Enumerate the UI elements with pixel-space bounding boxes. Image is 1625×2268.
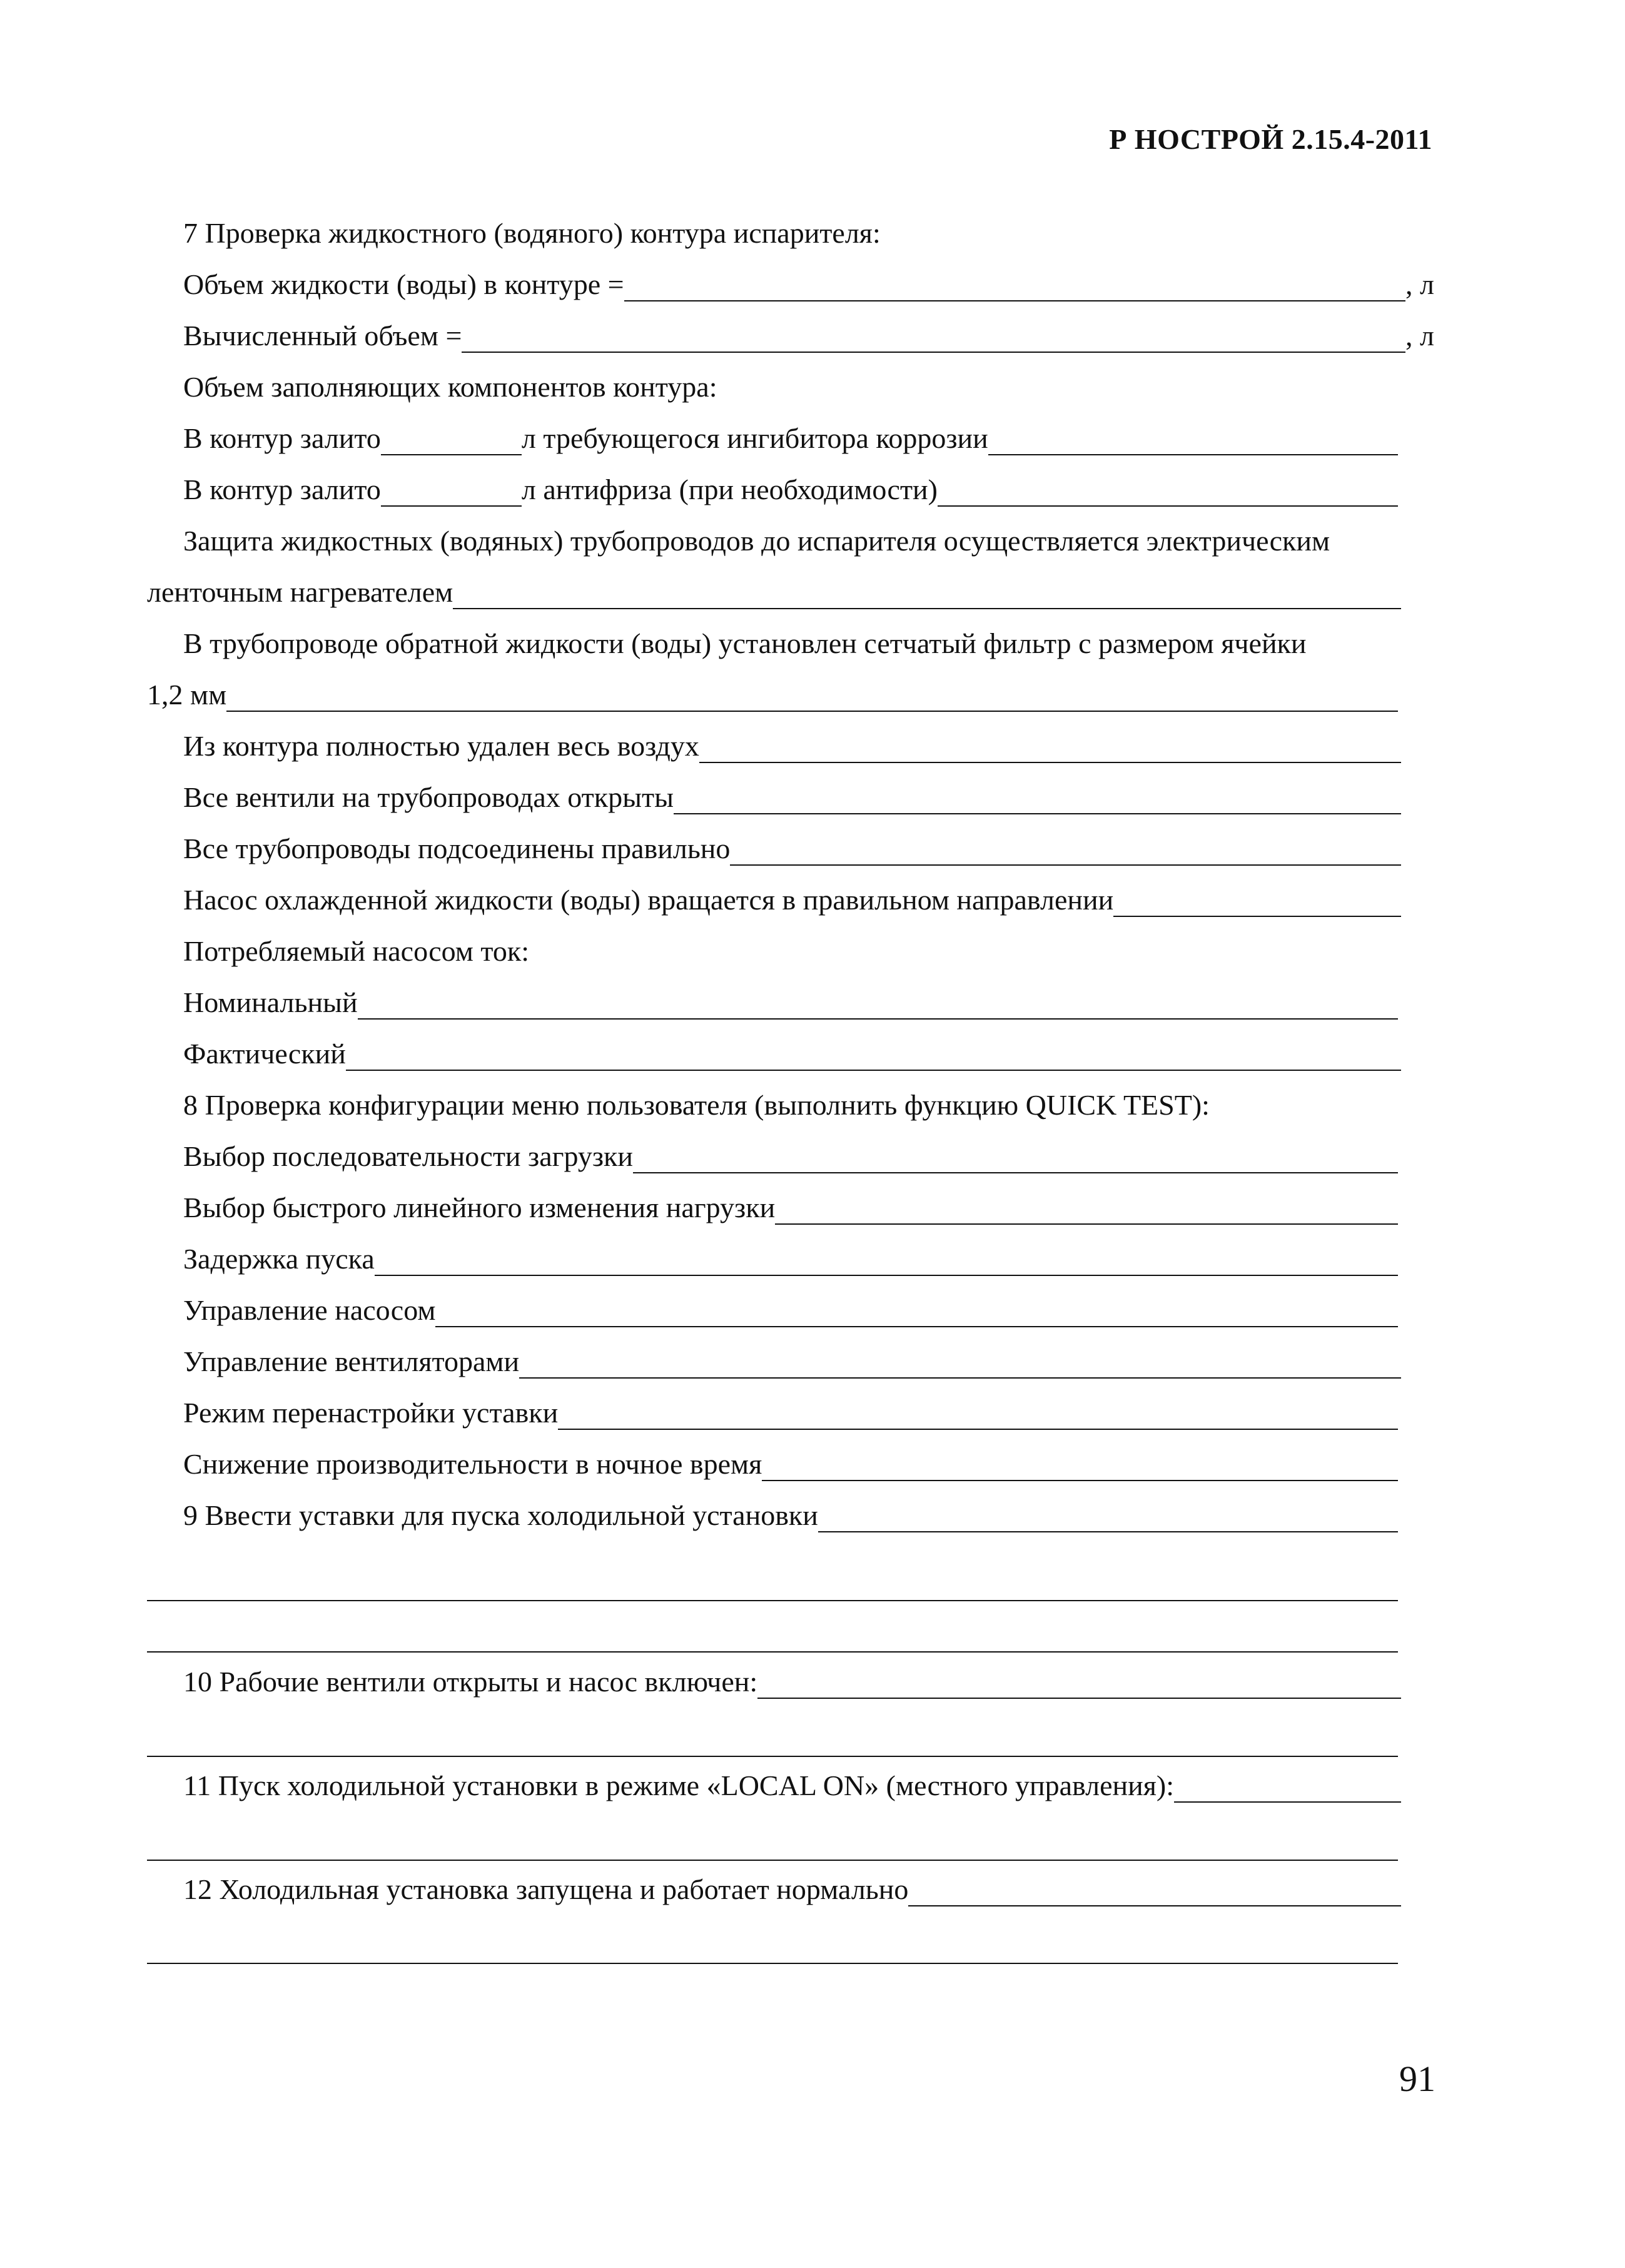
pipe-protection-field[interactable] <box>453 608 1401 609</box>
filter-line-1 <box>183 612 1307 664</box>
liquid-volume-unit: , л <box>1405 268 1434 300</box>
setpoint-reset-field[interactable] <box>558 1429 1398 1430</box>
valves-open-field[interactable] <box>674 813 1401 814</box>
section-12-field[interactable] <box>908 1905 1401 1906</box>
pump-direction-label: Насос охлажденной жидкости (воды) вращается в правильном направлении <box>183 884 1114 916</box>
section-12-label: 12 Холодильная установка запущена и работает нормально <box>183 1873 909 1905</box>
page-number: 91 <box>1399 2058 1435 2099</box>
fill-components-label: Объем заполняющих компонентов контура: <box>183 371 717 403</box>
section-7-title <box>183 201 881 254</box>
setpoint-reset-label: Режим перенастройки уставки <box>183 1397 559 1429</box>
pump-control-line <box>183 1278 1398 1331</box>
section-11-field[interactable] <box>1174 1801 1401 1803</box>
fast-ramp-line <box>183 1176 1398 1228</box>
antifreeze-label: л антифриза (при необходимости) <box>521 473 938 505</box>
section-10-line <box>183 1650 1401 1703</box>
calculated-volume-label: Вычисленный объем = <box>183 320 462 352</box>
inhibitor-field[interactable] <box>988 454 1398 455</box>
inhibitor-label: л требующегося ингибитора коррозии <box>521 422 988 454</box>
night-reduction-field[interactable] <box>762 1480 1398 1481</box>
section-12-extra-line[interactable] <box>147 1963 1398 1964</box>
pipe-protection-line-1 <box>183 509 1330 562</box>
antifreeze-field[interactable] <box>938 505 1398 507</box>
pump-current-label: Потребляемый насосом ток: <box>183 935 529 967</box>
pipe-protection-text-2: ленточным нагревателем <box>147 576 453 608</box>
calculated-volume-line <box>183 304 1434 357</box>
section-11-line <box>183 1754 1401 1806</box>
pipes-connected-line <box>183 817 1401 869</box>
section-7-title-text: 7 Проверка жидкостного (водяного) контура испарителя: <box>183 217 881 249</box>
load-sequence-line <box>183 1125 1398 1177</box>
valves-open-line <box>183 766 1401 818</box>
air-removed-field[interactable] <box>699 762 1401 763</box>
inhibitor-prefix: В контур залито <box>183 422 381 454</box>
filter-line-2 <box>147 663 1398 716</box>
section-12-line <box>183 1858 1401 1910</box>
section-9-field[interactable] <box>818 1531 1398 1532</box>
section-9-line <box>183 1484 1398 1536</box>
load-sequence-field[interactable] <box>633 1172 1398 1173</box>
start-delay-label: Задержка пуска <box>183 1243 375 1275</box>
pump-control-label: Управление насосом <box>183 1294 436 1326</box>
fan-control-label: Управление вентиляторами <box>183 1345 520 1377</box>
start-delay-line <box>183 1227 1398 1280</box>
pipes-connected-field[interactable] <box>730 864 1401 866</box>
air-removed-line <box>183 714 1401 767</box>
fan-control-field[interactable] <box>519 1377 1401 1379</box>
antifreeze-line <box>183 458 1398 510</box>
section-8-title <box>183 1073 1210 1126</box>
air-removed-label: Из контура полностью удален весь воздух <box>183 730 699 762</box>
pipes-connected-label: Все трубопроводы подсоединены правильно <box>183 833 731 864</box>
filter-text-1: В трубопроводе обратной жидкости (воды) установлен сетчатый фильтр с размером ячейки <box>183 627 1307 659</box>
inhibitor-line <box>183 407 1398 459</box>
fill-components-line <box>183 355 717 408</box>
night-reduction-label: Снижение производительности в ночное время <box>183 1448 762 1480</box>
start-delay-field[interactable] <box>375 1275 1398 1276</box>
valves-open-label: Все вентили на трубопроводах открыты <box>183 781 674 813</box>
section-10-field[interactable] <box>757 1698 1401 1699</box>
liquid-volume-line <box>183 253 1434 305</box>
nominal-current-field[interactable] <box>358 1018 1398 1020</box>
filter-text-2: 1,2 мм <box>147 679 227 711</box>
liquid-volume-label: Объем жидкости (воды) в контуре = <box>183 268 624 300</box>
actual-current-line <box>183 1022 1401 1075</box>
calculated-volume-field[interactable] <box>462 352 1405 353</box>
document-code-header: Р НОСТРОЙ 2.15.4-2011 <box>1109 123 1432 155</box>
pipe-protection-text-1: Защита жидкостных (водяных) трубопроводов до испарителя осуществляется электрическим <box>183 525 1330 557</box>
actual-current-label: Фактический <box>183 1038 346 1070</box>
section-9-extra-line-1[interactable] <box>147 1600 1398 1601</box>
pump-direction-line <box>183 868 1401 921</box>
fast-ramp-field[interactable] <box>775 1223 1398 1225</box>
pump-control-field[interactable] <box>435 1326 1398 1327</box>
nominal-current-line <box>183 971 1398 1023</box>
section-11-label: 11 Пуск холодильной установки в режиме «LOCAL ON» (местного управления): <box>183 1769 1175 1801</box>
section-9-label: 9 Ввести уставки для пуска холодильной установки <box>183 1499 818 1531</box>
liquid-volume-field[interactable] <box>624 300 1405 301</box>
actual-current-field[interactable] <box>346 1070 1401 1071</box>
filter-field[interactable] <box>226 711 1398 712</box>
pipe-protection-line-2 <box>147 560 1401 613</box>
setpoint-reset-line <box>183 1381 1398 1434</box>
nominal-current-label: Номинальный <box>183 986 358 1018</box>
calculated-volume-unit: , л <box>1405 320 1434 352</box>
pump-current-line <box>183 919 529 972</box>
section-8-title-text: 8 Проверка конфигурации меню пользователя (выполнить функцию QUICK TEST): <box>183 1089 1210 1121</box>
fan-control-line <box>183 1330 1401 1382</box>
antifreeze-liters-field[interactable] <box>381 505 522 507</box>
load-sequence-label: Выбор последовательности загрузки <box>183 1140 634 1172</box>
fast-ramp-label: Выбор быстрого линейного изменения нагрузки <box>183 1192 776 1223</box>
pump-direction-field[interactable] <box>1113 916 1401 917</box>
section-10-label: 10 Рабочие вентили открыты и насос включен: <box>183 1666 758 1698</box>
night-reduction-line <box>183 1432 1398 1485</box>
inhibitor-liters-field[interactable] <box>381 454 522 455</box>
antifreeze-prefix: В контур залито <box>183 473 381 505</box>
